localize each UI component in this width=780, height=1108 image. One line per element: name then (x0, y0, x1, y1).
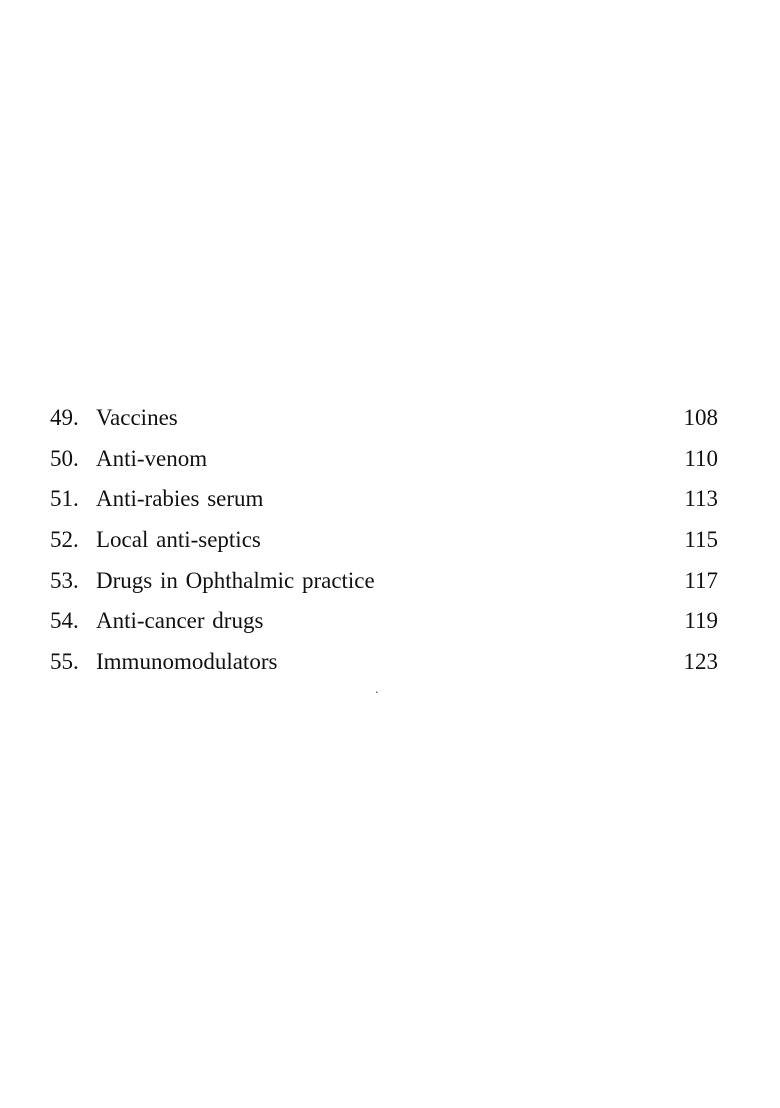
toc-entry-title: Immunomodulators (96, 649, 278, 675)
toc-row (50, 439, 718, 480)
toc-entry-number: 53. (50, 567, 79, 593)
toc-entry-title: Anti-rabies serum (96, 486, 264, 512)
toc-entry-page: 117 (684, 567, 718, 593)
scan-artifact-dot: . (375, 682, 379, 697)
toc-row (50, 479, 718, 520)
toc-row (50, 398, 718, 439)
toc-entry-page: 119 (684, 608, 718, 634)
toc-entry-number: 55. (50, 649, 79, 675)
toc-entry-page: 113 (684, 486, 718, 512)
toc-entry-title: Anti-venom (96, 445, 208, 471)
toc-entry-page: 123 (683, 649, 718, 675)
toc-entry-page: 115 (684, 527, 718, 553)
toc-row (50, 520, 718, 561)
toc-row (50, 561, 718, 602)
toc-entry-number: 49. (50, 405, 79, 430)
toc-entry-number: 51. (50, 486, 79, 512)
toc-row (50, 642, 718, 683)
toc-entry-number: 54. (50, 608, 79, 634)
toc-row (50, 601, 718, 642)
table-of-contents (50, 398, 718, 683)
toc-entry-number: 52. (50, 527, 79, 553)
toc-entry-page: 110 (684, 445, 718, 471)
toc-entry-page: 108 (683, 405, 718, 430)
toc-entry-title: Vaccines (96, 405, 178, 430)
toc-entry-number: 50. (50, 445, 79, 471)
toc-entry-title: Drugs in Ophthalmic practice (96, 567, 375, 593)
toc-entry-title: Anti-cancer drugs (96, 608, 264, 634)
toc-entry-title: Local anti-septics (96, 527, 261, 553)
